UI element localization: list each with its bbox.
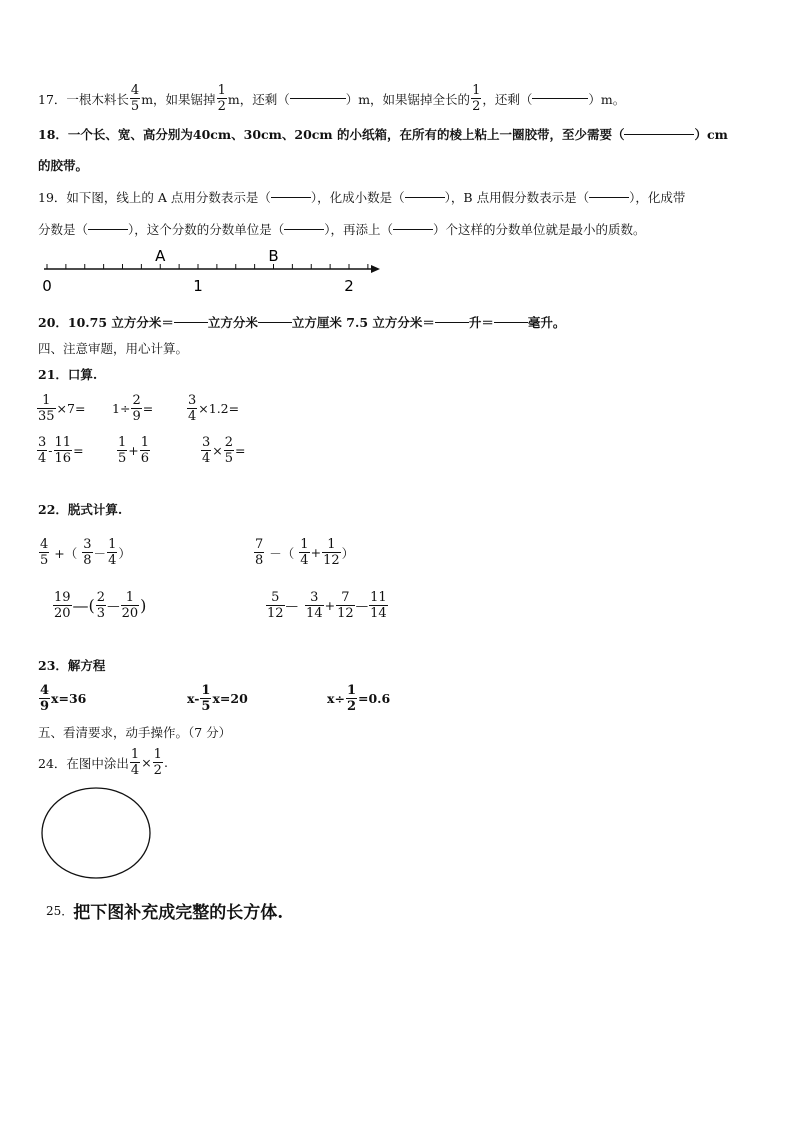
answer-blank[interactable]: [88, 229, 128, 230]
answer-blank[interactable]: [393, 229, 433, 230]
section-4-heading: 四、注意审题，用心计算。: [38, 341, 189, 356]
tick-label-2: 2: [344, 277, 354, 295]
q25-number: 25．: [46, 904, 74, 918]
fraction: $\frac{1}{2}$: [472, 83, 481, 114]
fraction: $\frac{1}{2}$: [217, 83, 226, 114]
answer-blank[interactable]: [284, 229, 324, 230]
q19-number: 19．: [38, 190, 67, 205]
q18-text: 一个长、宽、高分别为40cm、30cm、20cm 的小纸箱，在所有的棱上粘上一圈胶带，至少需要（: [67, 127, 625, 142]
q22-expression: $\frac{4}{5}$ +（ $\frac{3}{8}$ － $\frac{1}{4}$ ）: [40, 537, 131, 568]
q17-text-6: ）m。: [588, 91, 626, 107]
q23-equation: $\frac{4}{9}$ x=36: [40, 683, 87, 714]
q19-text: ），B 点用假分数表示是（: [444, 190, 590, 205]
q19-text: 如下图，线上的 A 点用分数表示是（: [66, 190, 271, 205]
q19-text: ）个这样的分数单位就是最小的质数。: [433, 222, 646, 237]
q21-item: 1÷ $\frac{2}{9}$ =: [112, 393, 154, 424]
answer-blank[interactable]: [258, 322, 292, 323]
arrow-icon: [371, 265, 380, 273]
section-5-heading: 五、看清要求，动手操作。（7 分）: [38, 725, 232, 740]
number-line: [30, 245, 400, 297]
answer-blank[interactable]: [589, 197, 629, 198]
q21-title: 21．口算.: [38, 367, 98, 382]
q21-item: $\frac{1}{35}$ ×7=: [38, 393, 86, 424]
q24-text: 24．在图中涂出: [38, 755, 129, 771]
circle-shape[interactable]: [38, 785, 154, 881]
fraction: $\frac{4}{5}$: [130, 83, 140, 114]
answer-blank[interactable]: [624, 134, 694, 135]
answer-blank[interactable]: [435, 322, 469, 323]
q23-equation: x- $\frac{1}{5}$ x=20: [187, 683, 248, 714]
q18-number: 18．: [38, 127, 68, 142]
question-19-line2: [38, 220, 646, 238]
q20-number: 20．: [38, 315, 68, 330]
q18-text-end: ）cm: [694, 127, 728, 142]
q19-text: ），再添上（: [324, 222, 394, 237]
q23-equation: x÷ $\frac{1}{2}$ =0.6: [327, 683, 391, 714]
question-20: [38, 313, 565, 331]
q23-title: 23．解方程: [38, 658, 106, 673]
q19-text: ），化成小数是（: [310, 190, 405, 205]
question-25: [46, 898, 283, 923]
q19-text: ），化成带: [629, 190, 686, 205]
tick-label-0: 0: [42, 277, 52, 295]
tick-label-1: 1: [193, 277, 203, 295]
q25-text: 把下图补充成完整的长方体.: [73, 903, 284, 923]
q22-expression: $\frac{19}{20}$ —( $\frac{2}{3}$ — $\frac{1}{20}$ ): [54, 590, 147, 621]
question-19-line1: [38, 188, 685, 206]
q19-text: 分数是（: [38, 222, 89, 237]
q21-item: $\frac{3}{4}$ ×1.2=: [188, 393, 240, 424]
answer-blank[interactable]: [271, 197, 311, 198]
q20-text: 10.75 立方分米＝: [67, 315, 174, 330]
q20-text: 立方分米: [207, 315, 258, 330]
answer-blank[interactable]: [174, 322, 208, 323]
q20-text: 毫升。: [527, 315, 566, 330]
q22-title: 22．脱式计算.: [38, 502, 123, 517]
q17-text-1: 一根木料长: [66, 91, 129, 107]
q21-item: $\frac{1}{5}$ + $\frac{1}{6}$: [118, 435, 150, 466]
q20-text: 升＝: [468, 315, 494, 330]
point-label-b: B: [268, 247, 279, 265]
q17-text-2: m，如果锯掉: [141, 91, 216, 107]
q22-expression: $\frac{5}{12}$ — $\frac{3}{14}$ + $\frac{7}{12}$ — $\frac{11}{14}$: [267, 590, 387, 621]
question-17: [38, 83, 625, 114]
answer-blank[interactable]: [494, 322, 528, 323]
q18-text-line2: 的胶带。: [38, 158, 89, 173]
q17-number: 17．: [38, 91, 67, 107]
q21-item: $\frac{3}{4}$ × $\frac{2}{5}$ =: [202, 435, 246, 466]
q20-text: 立方厘米 7.5 立方分米＝: [291, 315, 435, 330]
question-18: [38, 125, 728, 143]
q21-item: $\frac{3}{4}$ - $\frac{11}{16}$ =: [38, 435, 84, 466]
q17-text-3: m，还剩（: [227, 91, 290, 107]
q17-text-5: ，还剩（: [482, 91, 533, 107]
answer-blank[interactable]: [290, 98, 346, 99]
point-label-a: A: [155, 247, 166, 265]
answer-blank[interactable]: [532, 98, 588, 99]
answer-blank[interactable]: [405, 197, 445, 198]
q17-text-4: ）m，如果锯掉全长的: [345, 91, 471, 107]
q19-text: ），这个分数的分数单位是（: [128, 222, 285, 237]
question-24: 24．在图中涂出 $\frac{1}{4}$ × $\frac{1}{2}$ .: [38, 747, 168, 778]
q22-expression: $\frac{7}{8}$ －（ $\frac{1}{4}$ + $\frac{1}{12}$ ）: [255, 537, 355, 568]
